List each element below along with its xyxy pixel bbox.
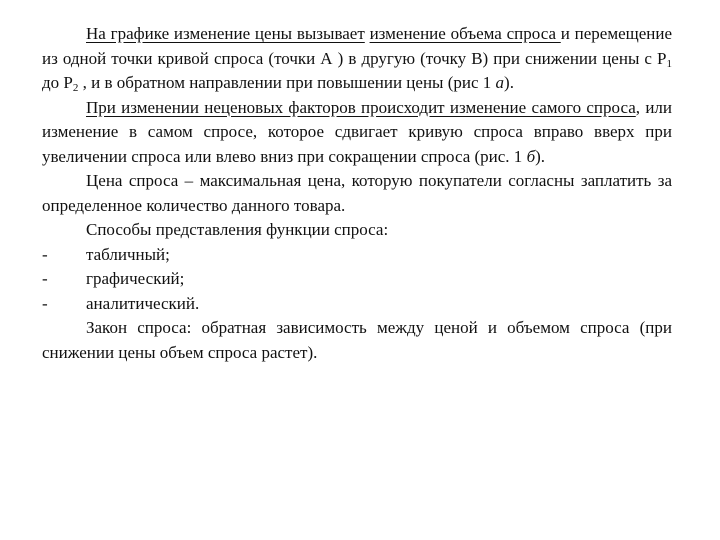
list-item-text: табличный; xyxy=(86,244,170,264)
list-item xyxy=(42,243,672,268)
text-run: до Р xyxy=(42,73,73,92)
list-item-text: аналитический. xyxy=(86,293,200,313)
list-dash: - xyxy=(42,244,48,264)
text-run: , и в обратном направлении при повышении цены (рис 1 xyxy=(78,73,496,92)
paragraph-representation-methods: Способы представления функции спроса: xyxy=(86,220,389,239)
underlined-phrase: изменение объема спроса xyxy=(369,24,561,43)
subscript-1: 1 xyxy=(666,57,672,70)
figure-letter-a: а xyxy=(495,73,505,92)
paragraph-non-price-factors xyxy=(42,96,672,170)
paragraph-law-of-demand: Закон спроса: обратная зависимость между ценой и объемом спроса (при снижении цены объем спроса растет). xyxy=(42,318,672,362)
text-run: ). xyxy=(535,146,546,166)
list-dash: - xyxy=(42,293,48,313)
text-run: ). xyxy=(504,73,514,92)
figure-letter-b: б xyxy=(526,146,536,166)
list-item xyxy=(42,267,672,292)
list-dash: - xyxy=(42,269,48,288)
list-item xyxy=(42,292,672,317)
text-run: и перемещение из одной точки кривой спроса (точки А ) в другую (точку В) при снижении цены с Р xyxy=(42,24,673,68)
paragraph-demand-quantity-change xyxy=(42,22,672,96)
underlined-phrase: На графике изменение цены вызывает xyxy=(86,24,365,43)
text-run: , или изменение в самом спросе, которое сдвигает кривую спроса вправо вверх при увеличении спроса или влево вниз при сокращении спроса (рис. 1 xyxy=(42,97,672,166)
document-page xyxy=(42,22,672,365)
paragraph-demand-price: Цена спроса – максимальная цена, которую покупатели согласны заплатить за определенное количество данного товара. xyxy=(42,171,672,215)
subscript-2: 2 xyxy=(72,82,79,94)
list-item-text: графический; xyxy=(86,269,185,288)
underlined-phrase: При изменении неценовых факторов происходит изменение самого спроса xyxy=(86,97,636,117)
